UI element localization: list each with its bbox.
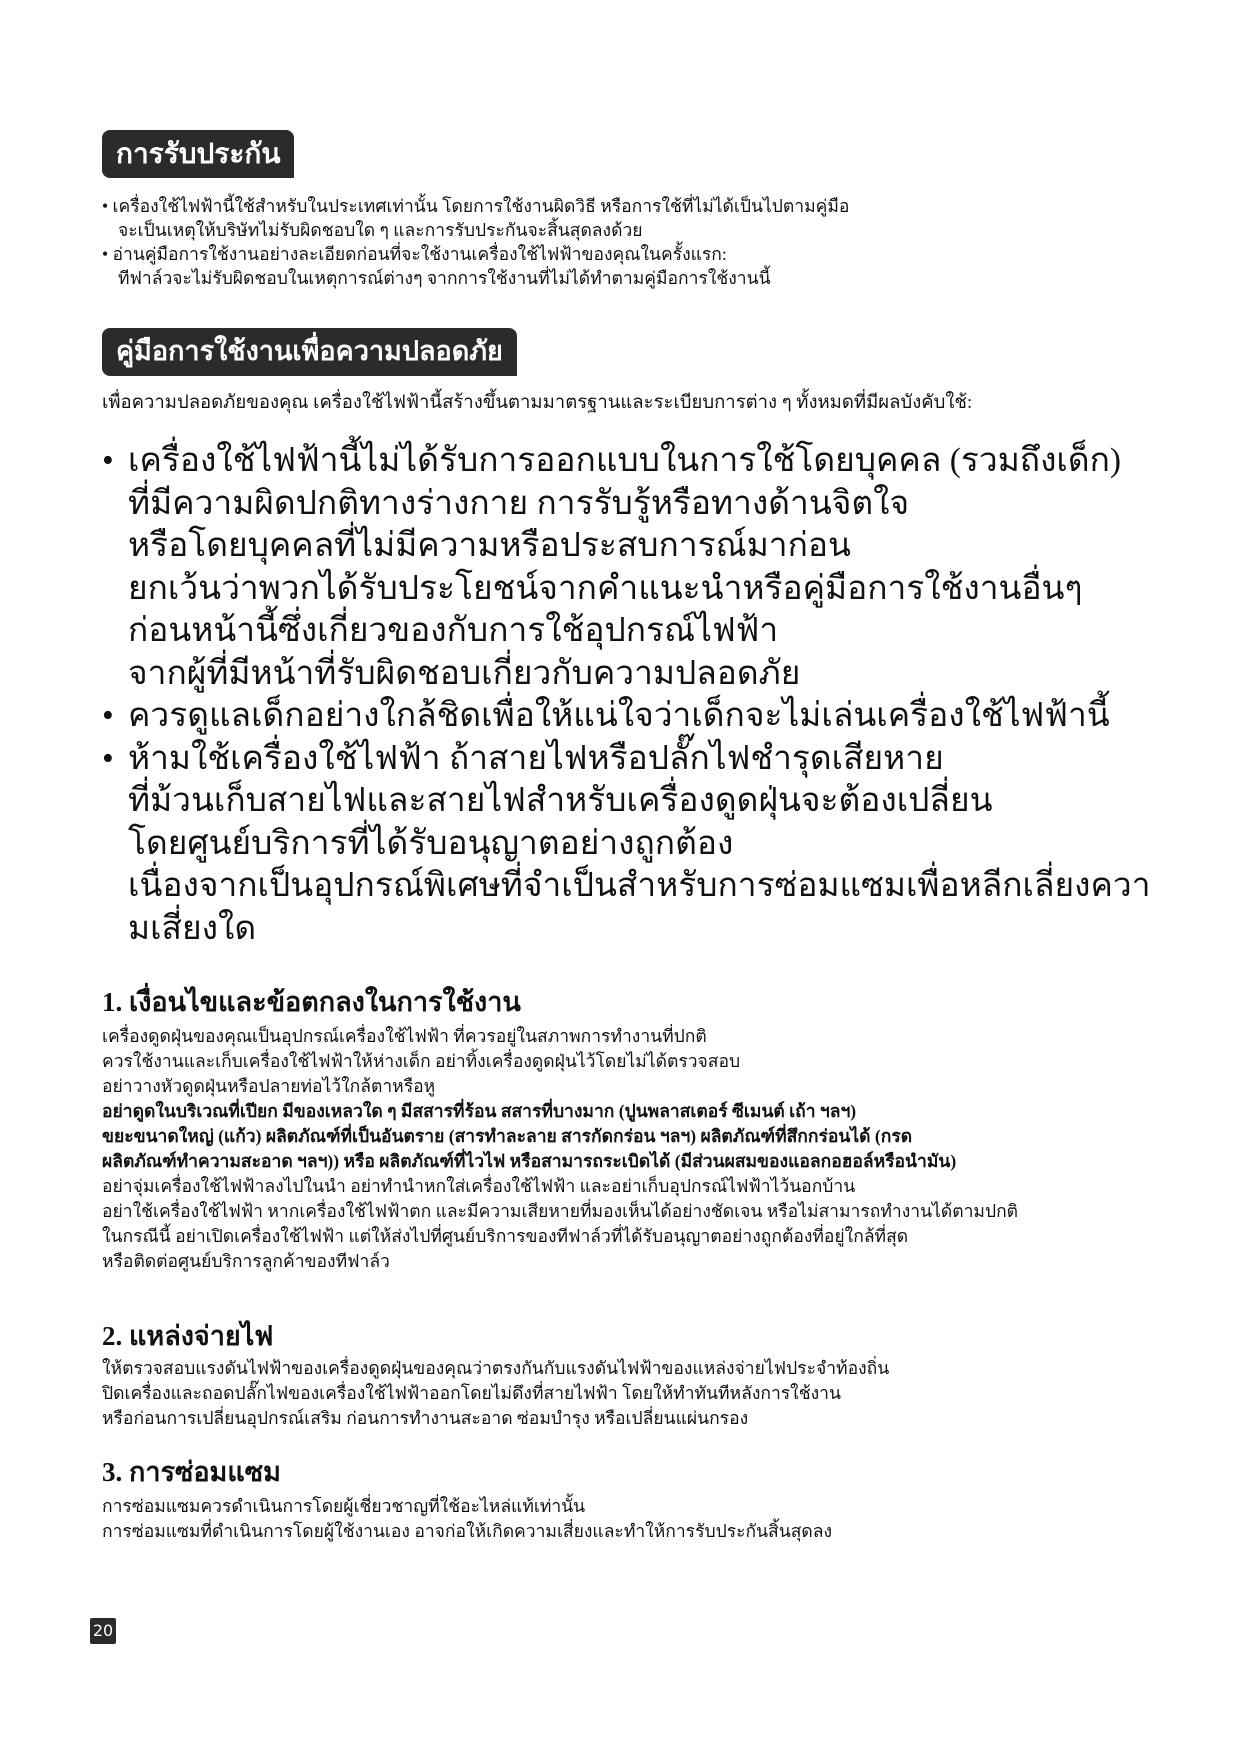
section-body-conditions — [102, 1024, 1018, 1274]
safety-item-line: ก่อนหน้านี้ซึ่งเกี่ยวของกับการใช้อุปกรณ์ไฟฟ้า — [128, 612, 779, 649]
section-line: เครื่องดูดฝุ่นของคุณเป็นอุปกรณ์เครื่องใช้ไฟฟ้า ที่ควรอยู่ในสภาพการทำงานที่ปกติ — [102, 1026, 707, 1046]
warranty-header: การรับประกัน — [102, 130, 294, 178]
safety-item-line: หรือโดยบุคคลที่ไม่มีความหรือประสบการณ์มาก่อน — [128, 527, 851, 564]
bullet-icon: • — [102, 739, 114, 777]
safety-item-line: • ควรดูแลเด็กอย่างใกล้ชิดเพื่อให้แน่ใจว่าเด็กจะไม่เล่นเครื่องใช้ไฟฟ้านี้ — [102, 695, 1151, 738]
page-number: 20 — [90, 1618, 116, 1644]
safety-item-line: ที่ม้วนเก็บสายไฟและสายไฟสำหรับเครื่องดูดฝุ่นจะต้องเปลี่ยน — [128, 782, 993, 819]
safety-item-line: เนื่องจากเป็นอุปกรณ์พิเศษที่จำเป็นสำหรับการซ่อมแซมเพื่อหลีกเลี่ยงควา — [128, 867, 1151, 904]
section-line: อย่าใช้เครื่องใช้ไฟฟ้า หากเครื่องใช้ไฟฟ้าตก และมีความเสียหายที่มองเห็นได้อย่างชัดเจน หรือไม่สามารถทำงานได้ตามปกติ — [102, 1201, 1019, 1221]
warranty-line: • อ่านคู่มือการใช้งานอย่างละเอียดก่อนที่จะใช้งานเครื่องใช้ไฟฟ้าของคุณในครั้งแรก: — [102, 244, 727, 264]
safety-list — [102, 440, 1151, 950]
bullet-icon: • — [102, 442, 114, 479]
section-line-bold: อย่าดูดในบริเวณที่เปียก มีของเหลวใด ๆ มีสสารที่ร้อน สสารที่บางมาก (ปูนพลาสเตอร์ ซีเมนต์ เถ้า ฯลฯ) — [102, 1101, 857, 1121]
section-line: อย่าวางหัวดูดฝุ่นหรือปลายท่อไว้ใกล้ตาหรือหู — [102, 1076, 436, 1096]
safety-intro: เพื่อความปลอดภัยของคุณ เครื่องใช้ไฟฟ้านี้สร้างขึ้นตามมาตรฐานและระเบียบการต่าง ๆ ทั้งหมดที่มีผลบังคับใช้: — [102, 393, 973, 413]
safety-item-line: • เครื่องใช้ไฟฟ้านี้ไม่ได้รับการออกแบบในการใช้โดยบุคคล (รวมถึงเด็ก) — [102, 440, 1151, 483]
section-line: ในกรณีนี้ อย่าเปิดเครื่องใช้ไฟฟ้า แต่ให้ส่งไปที่ศูนย์บริการของทีฟาล์วที่ได้รับอนุญาตอย่างถูกต้องที่อยู่ใกล้ที่สุด — [102, 1226, 909, 1246]
safety-item-line: ที่มีความผิดปกติทางร่างกาย การรับรู้หรือทางด้านจิตใจ — [128, 484, 910, 522]
section-title-conditions: 1. เงื่อนไขและข้อตกลงในการใช้งาน — [102, 987, 521, 1017]
bullet-icon: • — [102, 697, 114, 734]
warranty-line: • เครื่องใช้ไฟฟ้านี้ใช้สำหรับในประเทศเท่านั้น โดยการใช้งานผิดวิธี หรือการใช้ที่ไม่ได้เป็นไปตามคู่มือ — [102, 196, 850, 216]
safety-item-line: จากผู้ที่มีหน้าที่รับผิดชอบเกี่ยวกับความปลอดภัย — [128, 654, 801, 692]
section-line: ปิดเครื่องและถอดปลั๊กไฟของเครื่องใช้ไฟฟ้าออกโดยไม่ดึงที่สายไฟฟ้า โดยให้ทำทันทีหลังการใช้งาน — [102, 1383, 841, 1403]
warranty-line: ทีฟาล์วจะไม่รับผิดชอบในเหตุการณ์ต่างๆ จากการใช้งานที่ไม่ได้ทำตามคู่มือการใช้งานนี้ — [118, 268, 771, 288]
safety-item-line: มเสี่ยงใด — [128, 909, 257, 947]
section-line-bold: ขยะขนาดใหญ่ (แก้ว) ผลิตภัณฑ์ที่เป็นอันตราย (สารทำละลาย สารกัดกร่อน ฯลฯ) ผลิตภัณฑ์ที่สึกกร่อนได้ (กรด — [102, 1126, 913, 1146]
section-line: หรือติดต่อศูนย์บริการลูกค้าของทีฟาล์ว — [102, 1251, 390, 1271]
section-body-power-supply — [102, 1356, 889, 1431]
section-line: ควรใช้งานและเก็บเครื่องใช้ไฟฟ้าให้ห่างเด็ก อย่าทิ้งเครื่องดูดฝุ่นไว้โดยไม่ได้ตรวจสอบ — [102, 1051, 741, 1071]
safety-item-line: โดยศูนย์บริการที่ได้รับอนุญาตอย่างถูกต้อง — [128, 824, 734, 862]
safety-item-line: • ห้ามใช้เครื่องใช้ไฟฟ้า ถ้าสายไฟหรือปลั๊กไฟชำรุดเสียหาย — [102, 738, 1151, 781]
section-body-repair — [102, 1494, 832, 1544]
section-title-power-supply: 2. แหล่งจ่ายไฟ — [102, 1321, 274, 1351]
section-line: การซ่อมแซมที่ดำเนินการโดยผู้ใช้งานเอง อาจก่อให้เกิดความเสี่ยงและทำให้การรับประกันสิ้นสุดลง — [102, 1521, 833, 1541]
section-line: อย่าจุ่มเครื่องใช้ไฟฟ้าลงไปในนำ อย่าทำนำหกใส่เครื่องใช้ไฟฟ้า และอย่าเก็บอุปกรณ์ไฟฟ้าไว้นอกบ้าน — [102, 1176, 856, 1196]
section-title-repair: 3. การซ่อมแซม — [102, 1457, 281, 1487]
safety-item-line: ยกเว้นว่าพวกได้รับประโยชน์จากคำแนะนำหรือคู่มือการใช้งานอื่นๆ — [128, 569, 1083, 607]
section-line: การซ่อมแซมควรดำเนินการโดยผู้เชี่ยวชาญที่ใช้อะไหล่แท้เท่านั้น — [102, 1496, 586, 1516]
warranty-list — [102, 194, 849, 290]
warranty-line: จะเป็นเหตุให้บริษัทไม่รับผิดชอบใด ๆ และการรับประกันจะสิ้นสุดลงด้วย — [118, 220, 643, 240]
section-line: หรือก่อนการเปลี่ยนอุปกรณ์เสริม ก่อนการทำงานสะอาด ซ่อมบำรุง หรือเปลี่ยนแผ่นกรอง — [102, 1408, 749, 1428]
safety-header: คู่มือการใช้งานเพื่อความปลอดภัย — [102, 328, 517, 376]
section-line-bold: ผลิตภัณฑ์ทำความสะอาด ฯลฯ)) หรือ ผลิตภัณฑ์ที่ไวไฟ หรือสามารถระเบิดได้ (มีส่วนผสมของแอลกอฮอล์หรือนำมัน) — [102, 1151, 957, 1171]
section-line: ให้ตรวจสอบแรงดันไฟฟ้าของเครื่องดูดฝุ่นของคุณว่าตรงกันกับแรงดันไฟฟ้าของแหล่งจ่ายไฟประจำท้องถิ่น — [102, 1358, 890, 1378]
